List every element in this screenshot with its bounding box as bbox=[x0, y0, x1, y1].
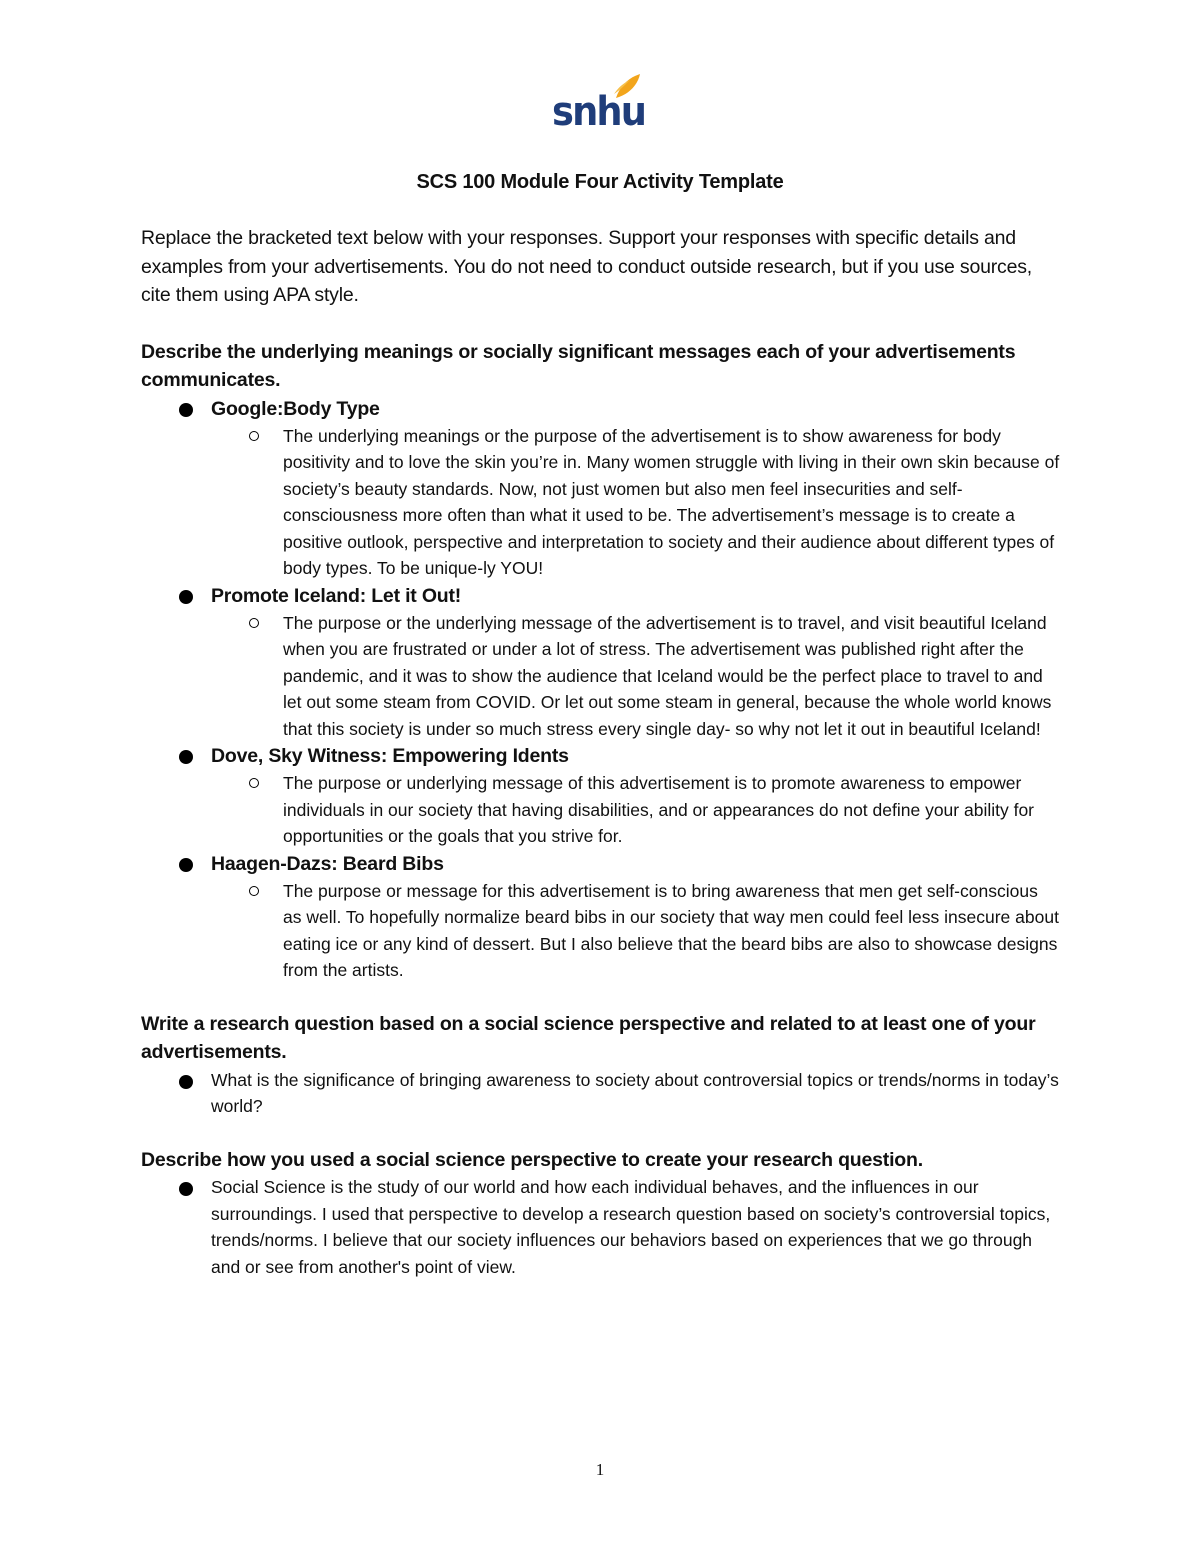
ad-title: Promote Iceland: Let it Out! bbox=[211, 584, 462, 607]
bullet-icon bbox=[179, 750, 193, 764]
list-item bbox=[141, 742, 1061, 850]
response-text: The purpose or message for this advertisement is to bring awareness that men get self-conscious as well. To hopefully normalize beard bibs in our society that way men could feel less insecure about eating ice or any kind of dessert. But I also believe that the beard bibs are also to showcase designs from the artists. bbox=[283, 880, 1059, 980]
ad-title: Google:Body Type bbox=[211, 397, 380, 420]
list-item bbox=[141, 1174, 1061, 1280]
list-item bbox=[141, 395, 1061, 582]
instructions-paragraph: Replace the bracketed text below with your responses. Support your responses with specific details and examples from your advertisements. You do not need to conduct outside research, but if you use sources, cite them using APA style. bbox=[141, 227, 1033, 306]
snhu-logo bbox=[552, 72, 644, 138]
advertisement-list bbox=[141, 395, 1061, 984]
ad-response bbox=[211, 423, 1061, 582]
perspective-text: Social Science is the study of our world and how each individual behaves, and the influences in our surroundings. I used that perspective to develop a research question based on society’s controversial topics, trends/norms. I believe that our society influences our behaviors based on experiences that we go through and or see from another's point of view. bbox=[211, 1177, 1051, 1277]
ad-title: Haagen-Dazs: Beard Bibs bbox=[211, 852, 444, 875]
section-heading-research-question: Write a research question based on a social science perspective and related to at least one of your advertisements. bbox=[141, 1012, 1036, 1063]
response-text: The underlying meanings or the purpose of the advertisement is to show awareness for body positivity and to love the skin you’re in. Many women struggle with living in their own skin because of society’s beauty standards. Now, not just women but also men feel insecurities and self-consciousness more often than what it used to be. The advertisement’s message is to create a positive outlook, perspective and interpretation to society and their audience about different types of body types. To be unique-ly YOU! bbox=[283, 425, 1060, 578]
bullet-icon bbox=[179, 590, 193, 604]
list-item bbox=[141, 1067, 1061, 1120]
ad-title: Dove, Sky Witness: Empowering Idents bbox=[211, 745, 569, 767]
circle-bullet-icon bbox=[249, 778, 259, 788]
section-heading-perspective: Describe how you used a social science perspective to create your research question. bbox=[141, 1148, 923, 1171]
page-number: 1 bbox=[595, 1460, 605, 1479]
response-text: The purpose or the underlying message of the advertisement is to travel, and visit beautiful Iceland when you are frustrated or under a lot of stress. The advertisement was published right after the pandemic, and it was to show the audience that Iceland would be the perfect place to travel to and let out some steam from COVID. Or let out some steam in general, because the whole world knows that this society is under so much stress every single day- so why not let it out in beautiful Iceland! bbox=[283, 612, 1052, 739]
bullet-icon bbox=[179, 1075, 193, 1089]
page-title: SCS 100 Module Four Activity Template bbox=[416, 171, 784, 193]
research-question-text: What is the significance of bringing awareness to society about controversial topics or trends/norms in today’s world? bbox=[211, 1069, 1059, 1116]
circle-bullet-icon bbox=[249, 886, 259, 896]
ad-response bbox=[211, 610, 1061, 743]
circle-bullet-icon bbox=[249, 431, 259, 441]
ad-response bbox=[211, 878, 1061, 984]
list-item bbox=[141, 850, 1061, 984]
section-heading-meanings: Describe the underlying meanings or socially significant messages each of your advertisements communicates. bbox=[141, 340, 1016, 391]
bullet-icon bbox=[179, 403, 193, 417]
ad-response bbox=[211, 770, 1061, 850]
circle-bullet-icon bbox=[249, 618, 259, 628]
logo-text: snhu bbox=[552, 89, 646, 135]
document-body bbox=[141, 224, 1061, 1280]
response-text: The purpose or underlying message of this advertisement is to promote awareness to empower individuals in our society that having disabilities, and or appearances do not define your ability for opportunities or the goals that you strive for. bbox=[283, 773, 1035, 846]
bullet-icon bbox=[179, 1182, 193, 1196]
list-item bbox=[141, 582, 1061, 743]
bullet-icon bbox=[179, 858, 193, 872]
